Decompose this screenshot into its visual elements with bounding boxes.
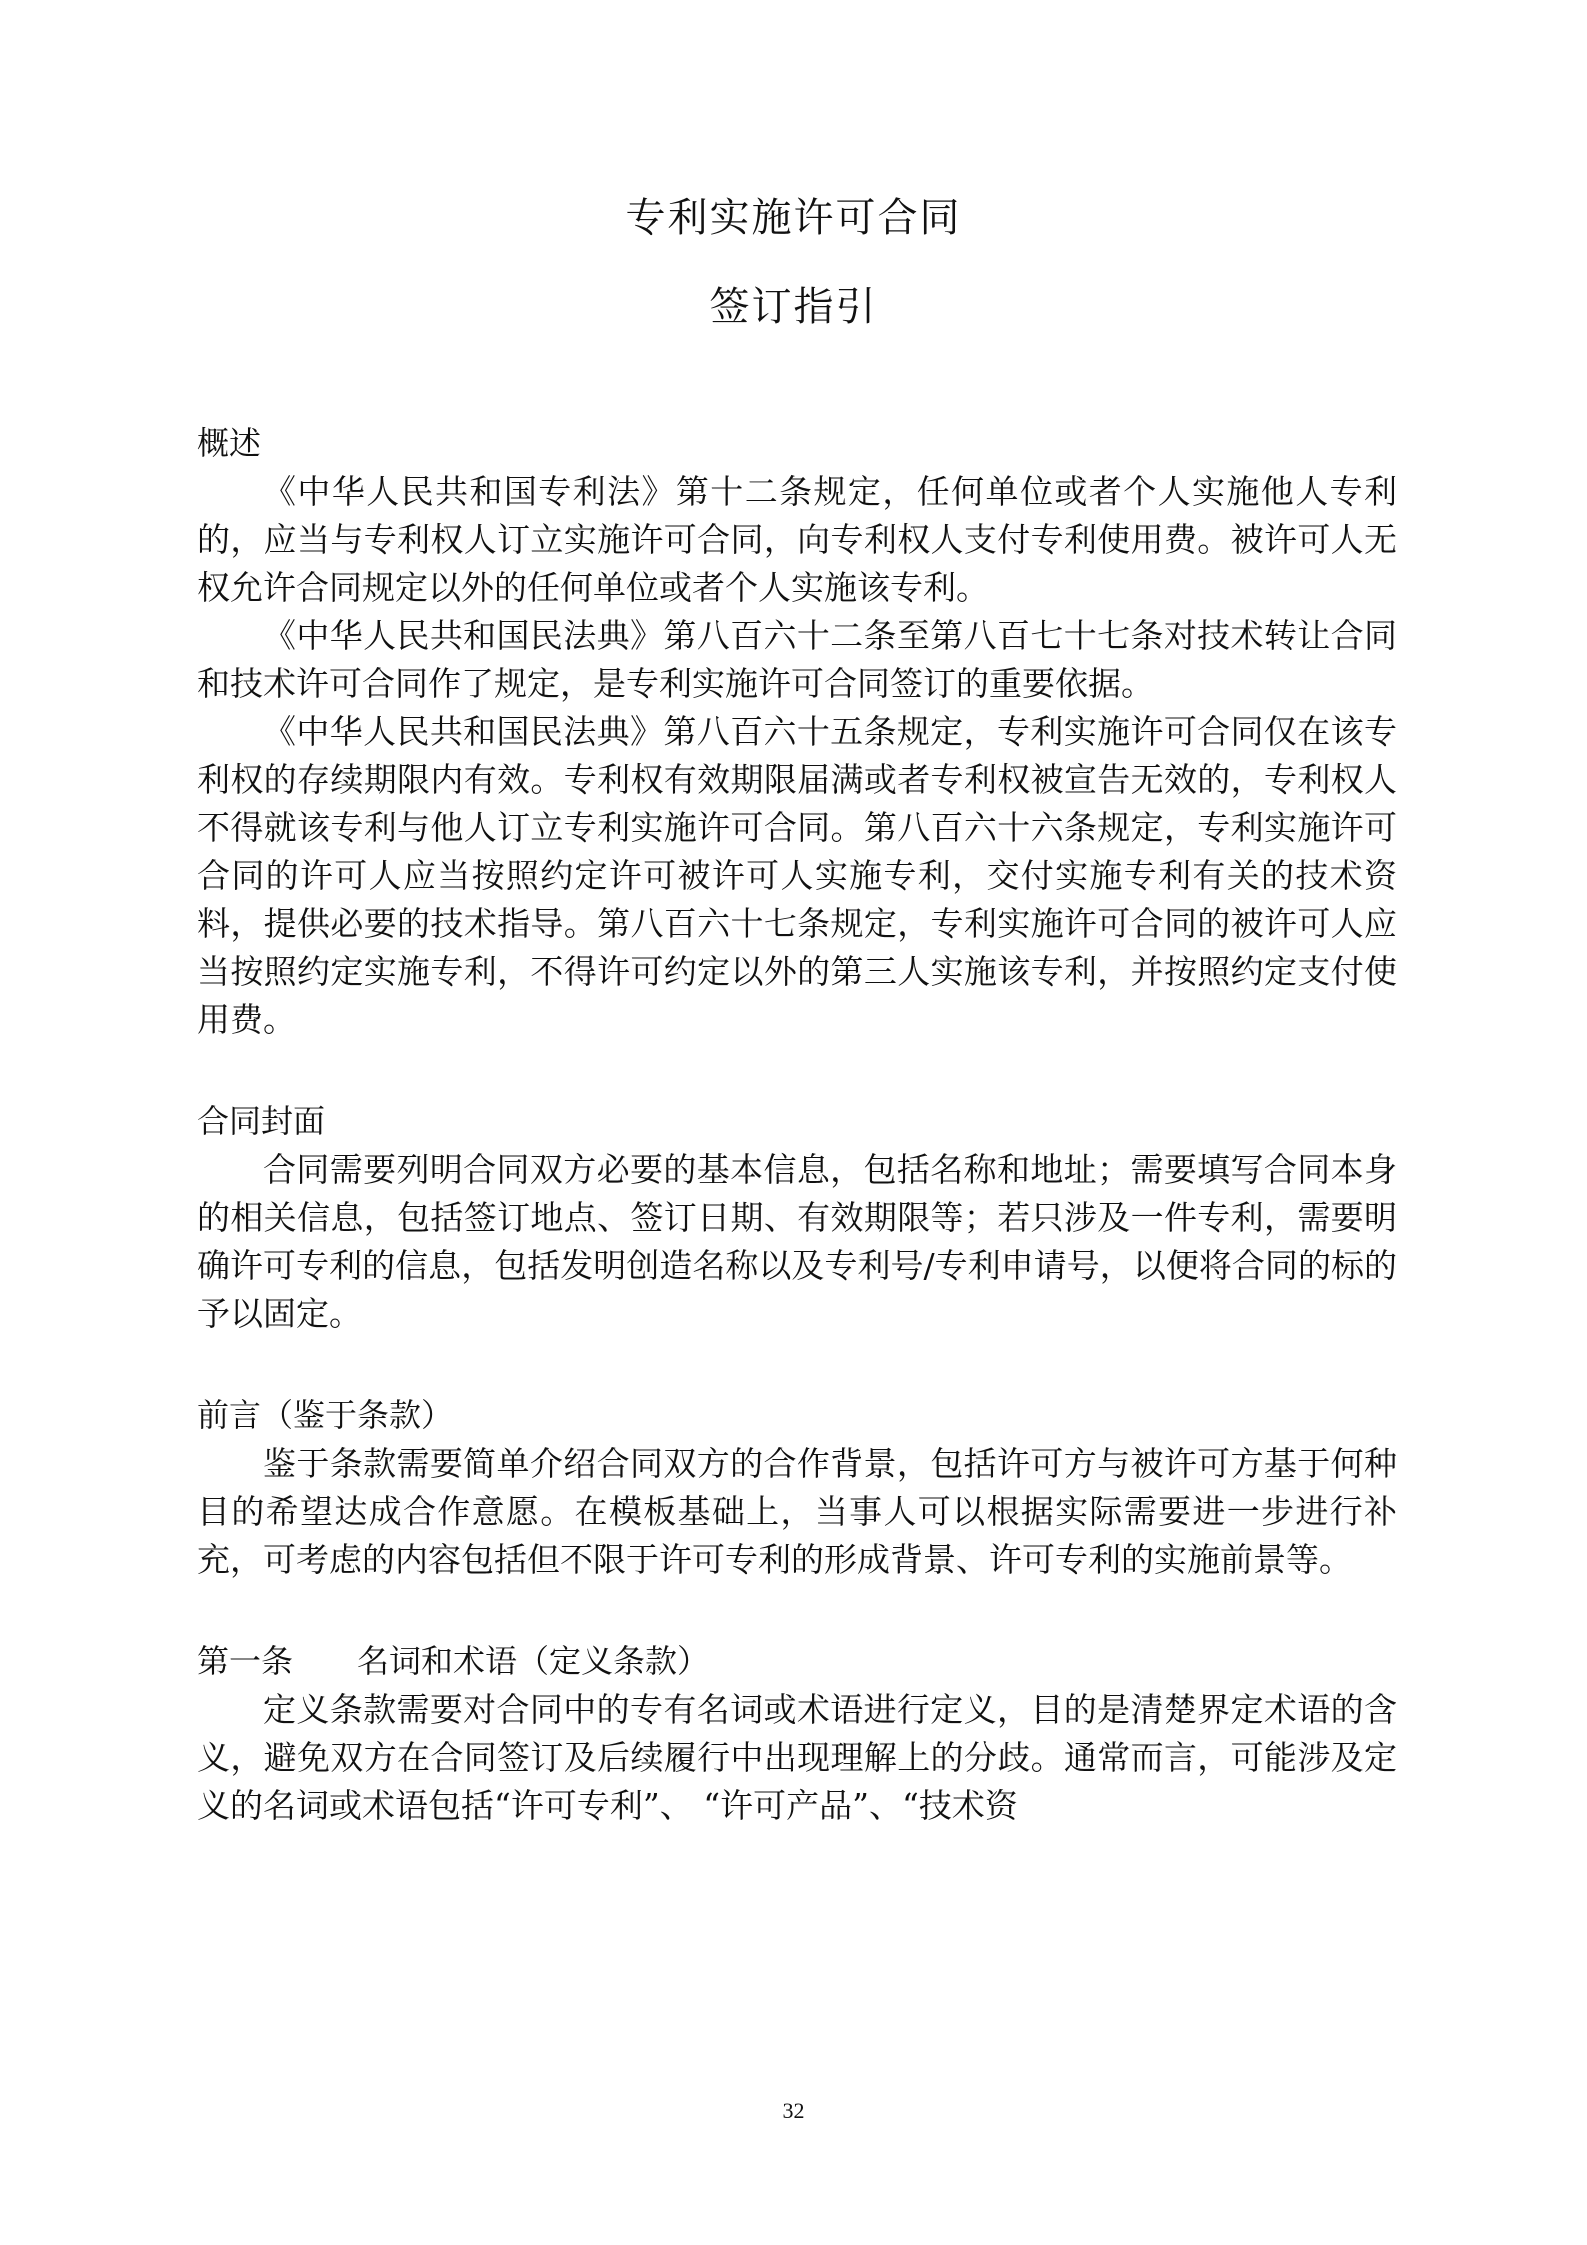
section-heading-cover: 合同封面 [197,1102,326,1140]
section-gap [197,1584,1397,1636]
paragraph: 鉴于条款需要简单介绍合同双方的合作背景，包括许可方与被许可方基于何种目的希望达成合作意愿。在模板基础上，当事人可以根据实际需要进一步进行补充，可考虑的内容包括但不限于许可专利的形成背景、许可专利的实施前景等。 [197,1444,1397,1579]
document-body [197,418,1397,1830]
paragraph: 定义条款需要对合同中的专有名词或术语进行定义，目的是清楚界定术语的含义，避免双方在合同签订及后续履行中出现理解上的分歧。通常而言，可能涉及定义的名词或术语包括“许可专利”、 “许可产品”、“技术资 [197,1690,1397,1825]
paragraph: 《中华人民共和国民法典》第八百六十五条规定，专利实施许可合同仅在该专利权的存续期限内有效。专利权有效期限届满或者专利权被宣告无效的，专利权人不得就该专利与他人订立专利实施许可合同。第八百六十六条规定，专利实施许可合同的许可人应当按照约定许可被许可人实施专利，交付实施专利有关的技术资料，提供必要的技术指导。第八百六十七条规定，专利实施许可合同的被许可人应当按照约定实施专利，不得许可约定以外的第三人实施该专利，并按照约定支付使用费。 [197,712,1397,1039]
section-gap [197,1044,1397,1096]
section-heading-preamble: 前言（鉴于条款） [197,1396,454,1434]
page-number: 32 [782,2098,805,2123]
document-title: 专利实施许可合同 [625,195,962,241]
section-gap [197,1338,1397,1390]
section-heading-article-1: 第一条 名词和术语（定义条款） [197,1642,710,1680]
paragraph: 《中华人民共和国民法典》第八百六十二条至第八百七十七条对技术转让合同和技术许可合同作了规定，是专利实施许可合同签订的重要依据。 [197,616,1397,703]
paragraph: 《中华人民共和国专利法》第十二条规定，任何单位或者个人实施他人专利的，应当与专利权人订立实施许可合同，向专利权人支付专利使用费。被许可人无权允许合同规定以外的任何单位或者个人实施该专利。 [197,472,1397,607]
section-heading-overview: 概述 [197,424,262,462]
paragraph: 合同需要列明合同双方必要的基本信息，包括名称和地址；需要填写合同本身的相关信息，包括签订地点、签订日期、有效期限等；若只涉及一件专利，需要明确许可专利的信息，包括发明创造名称以及专利号/专利申请号，以便将合同的标的予以固定。 [197,1150,1397,1333]
document-subtitle: 签订指引 [709,284,878,330]
